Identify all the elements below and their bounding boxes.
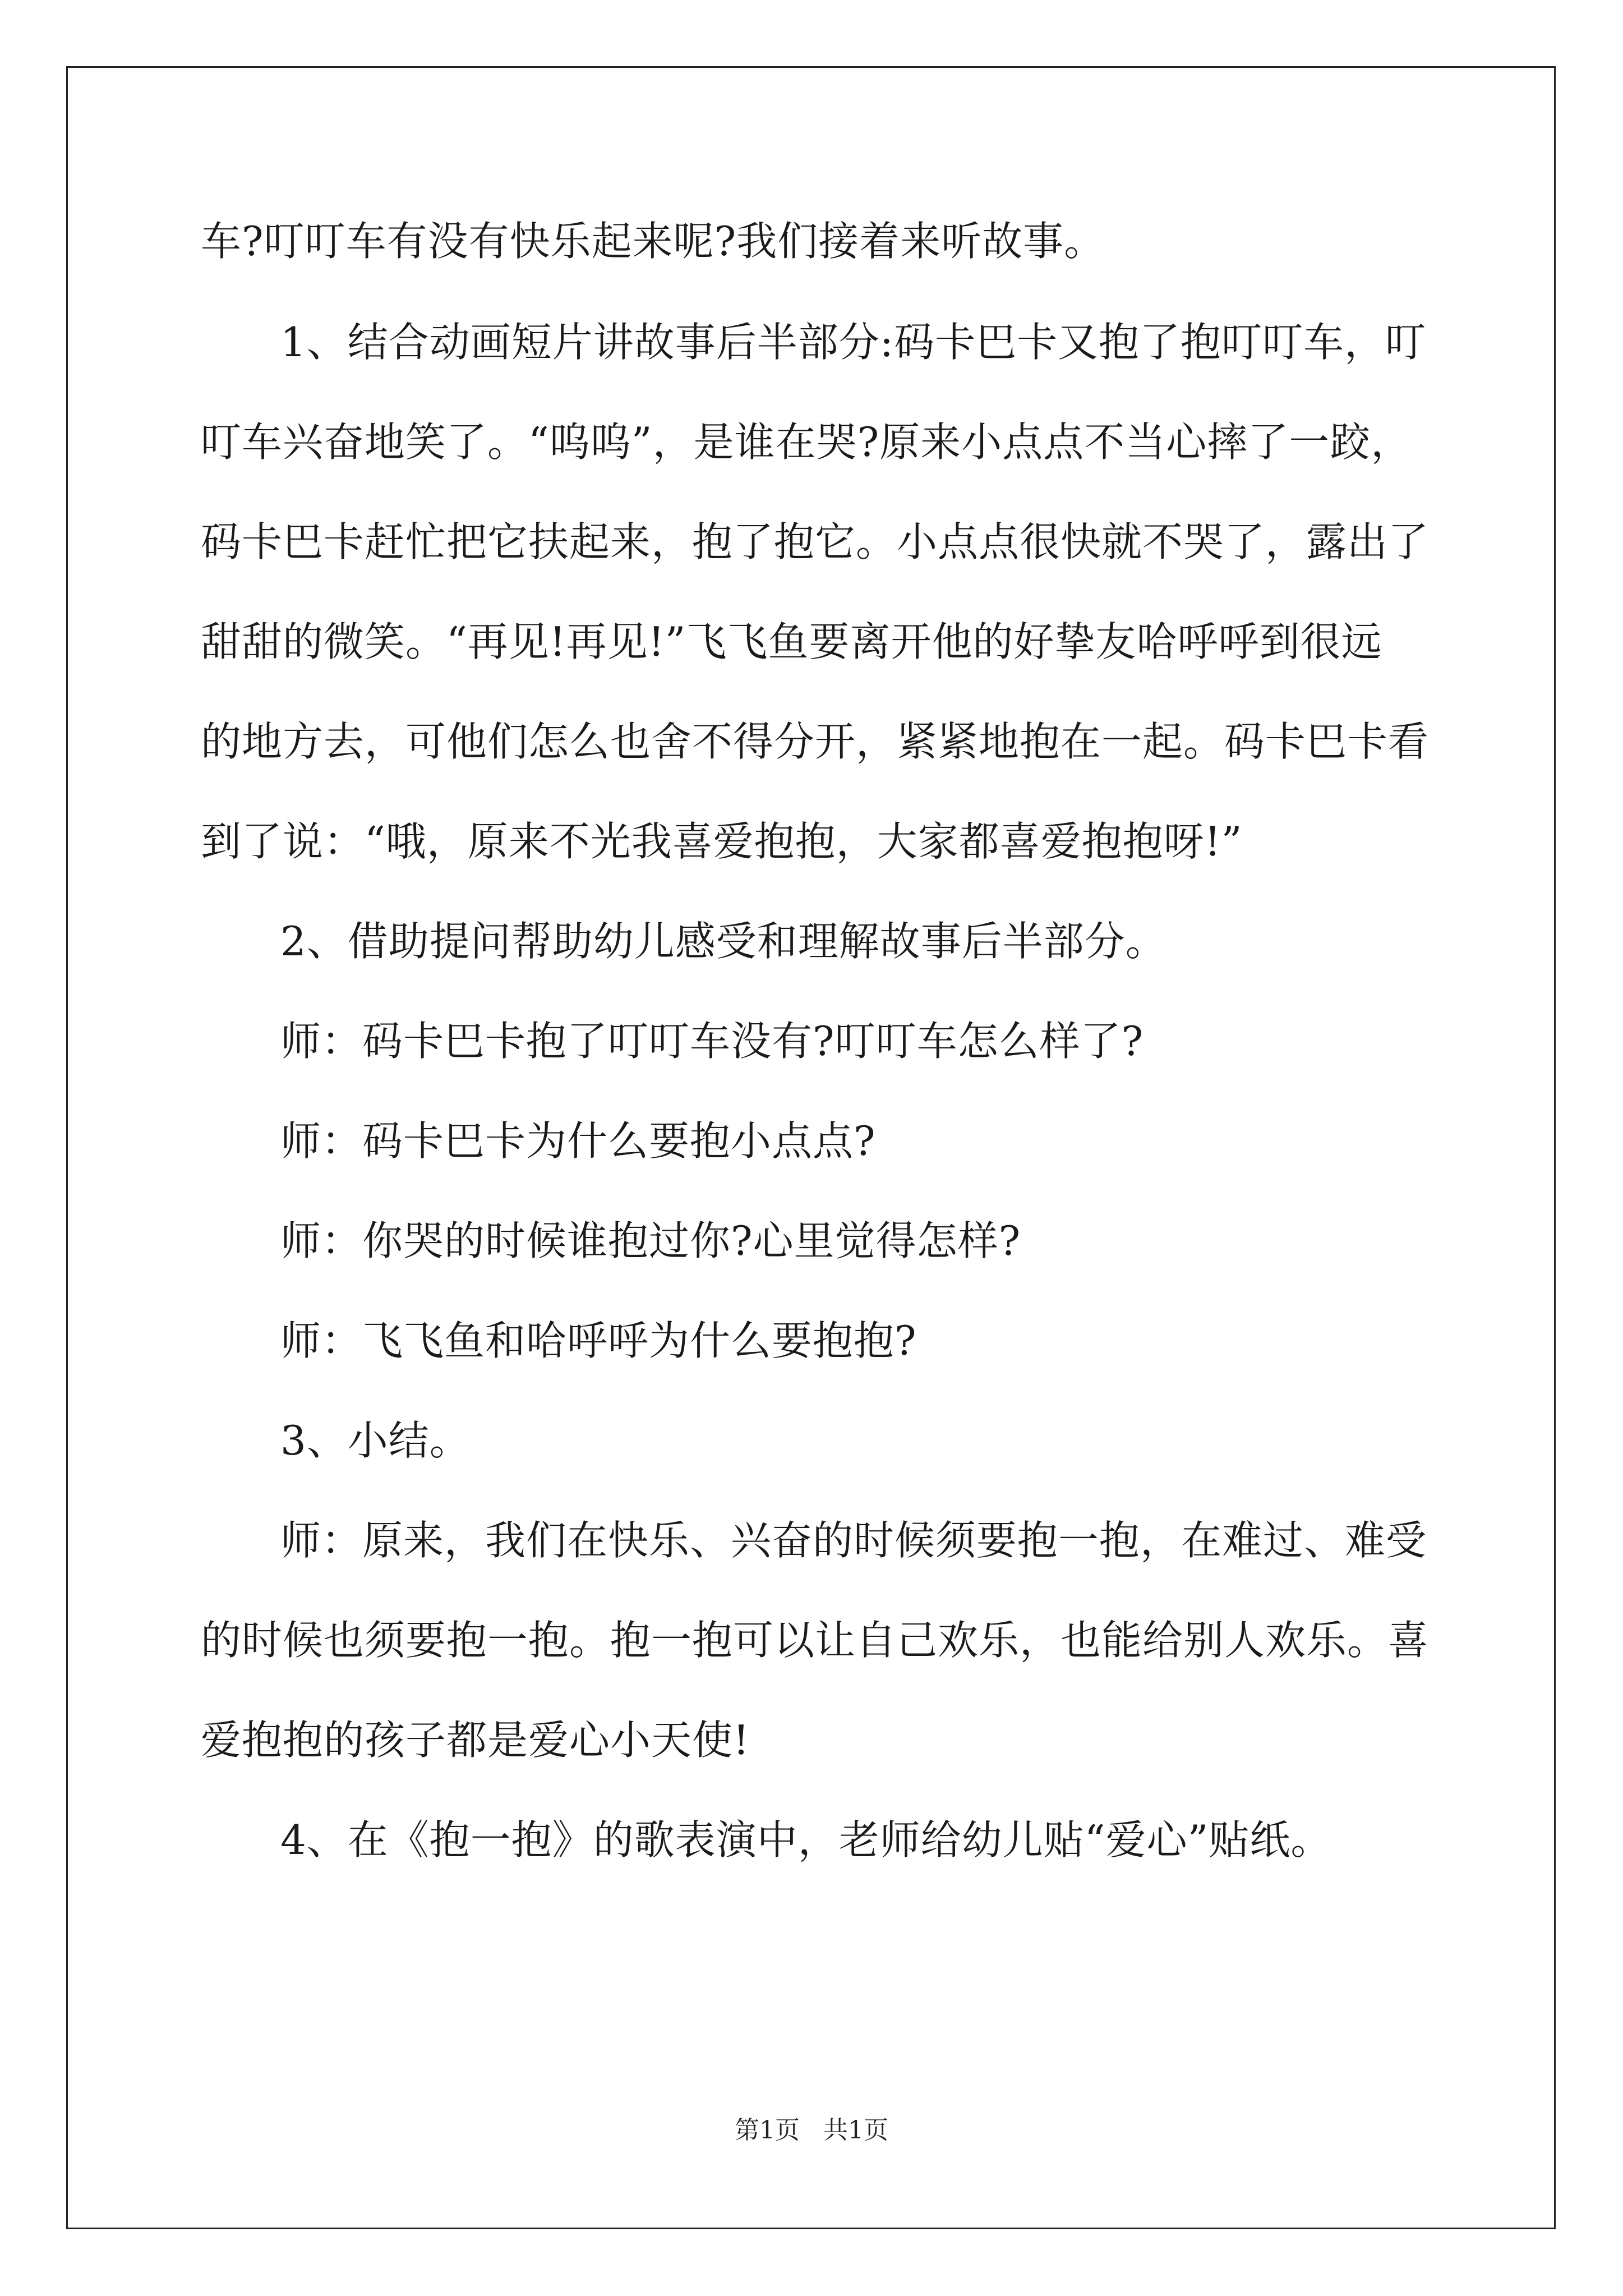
text-line: 车?叮叮车有没有快乐起来呢?我们接着来听故事。 bbox=[201, 218, 1105, 265]
text-line: 师：码卡巴卡抱了叮叮车没有?叮叮车怎么样了? bbox=[280, 1018, 1144, 1065]
text-line: 2、借助提问帮助幼儿感受和理解故事后半部分。 bbox=[280, 918, 1166, 965]
page-number: 第1页 bbox=[735, 2116, 800, 2145]
text-line: 师：飞飞鱼和哈呼呼为什么要抱抱? bbox=[280, 1317, 917, 1364]
text-line: 到了说：“哦，原来不光我喜爱抱抱，大家都喜爱抱抱呀!” bbox=[201, 818, 1243, 865]
page-footer bbox=[0, 2114, 1623, 2147]
text-line: 3、小结。 bbox=[280, 1417, 471, 1464]
text-line: 1、结合动画短片讲故事后半部分:码卡巴卡又抱了抱叮叮车，叮 bbox=[280, 319, 1427, 366]
text-line: 的地方去，可他们怎么也舍不得分开，紧紧地抱在一起。码卡巴卡看 bbox=[201, 718, 1430, 765]
text-line: 师：你哭的时候谁抱过你?心里觉得怎样? bbox=[280, 1217, 1021, 1264]
text-line: 4、在《抱一抱》的歌表演中，老师给幼儿贴“爱心”贴纸。 bbox=[280, 1816, 1332, 1864]
text-line: 爱抱抱的孩子都是爱心小天使! bbox=[201, 1717, 750, 1764]
page-count: 共1页 bbox=[823, 2116, 888, 2145]
text-line: 叮车兴奋地笑了。“呜呜”，是谁在哭?原来小点点不当心摔了一跤， bbox=[201, 418, 1412, 466]
text-line: 师：码卡巴卡为什么要抱小点点? bbox=[280, 1117, 876, 1165]
text-line: 的时候也须要抱一抱。抱一抱可以让自己欢乐，也能给别人欢乐。喜 bbox=[201, 1617, 1430, 1664]
text-line: 甜甜的微笑。“再见!再见!”飞飞鱼要离开他的好挚友哈呼呼到很远 bbox=[201, 618, 1382, 665]
text-line: 师：原来，我们在快乐、兴奋的时候须要抱一抱，在难过、难受 bbox=[280, 1517, 1427, 1564]
text-line: 码卡巴卡赶忙把它扶起来，抱了抱它。小点点很快就不哭了，露出了 bbox=[201, 518, 1430, 565]
